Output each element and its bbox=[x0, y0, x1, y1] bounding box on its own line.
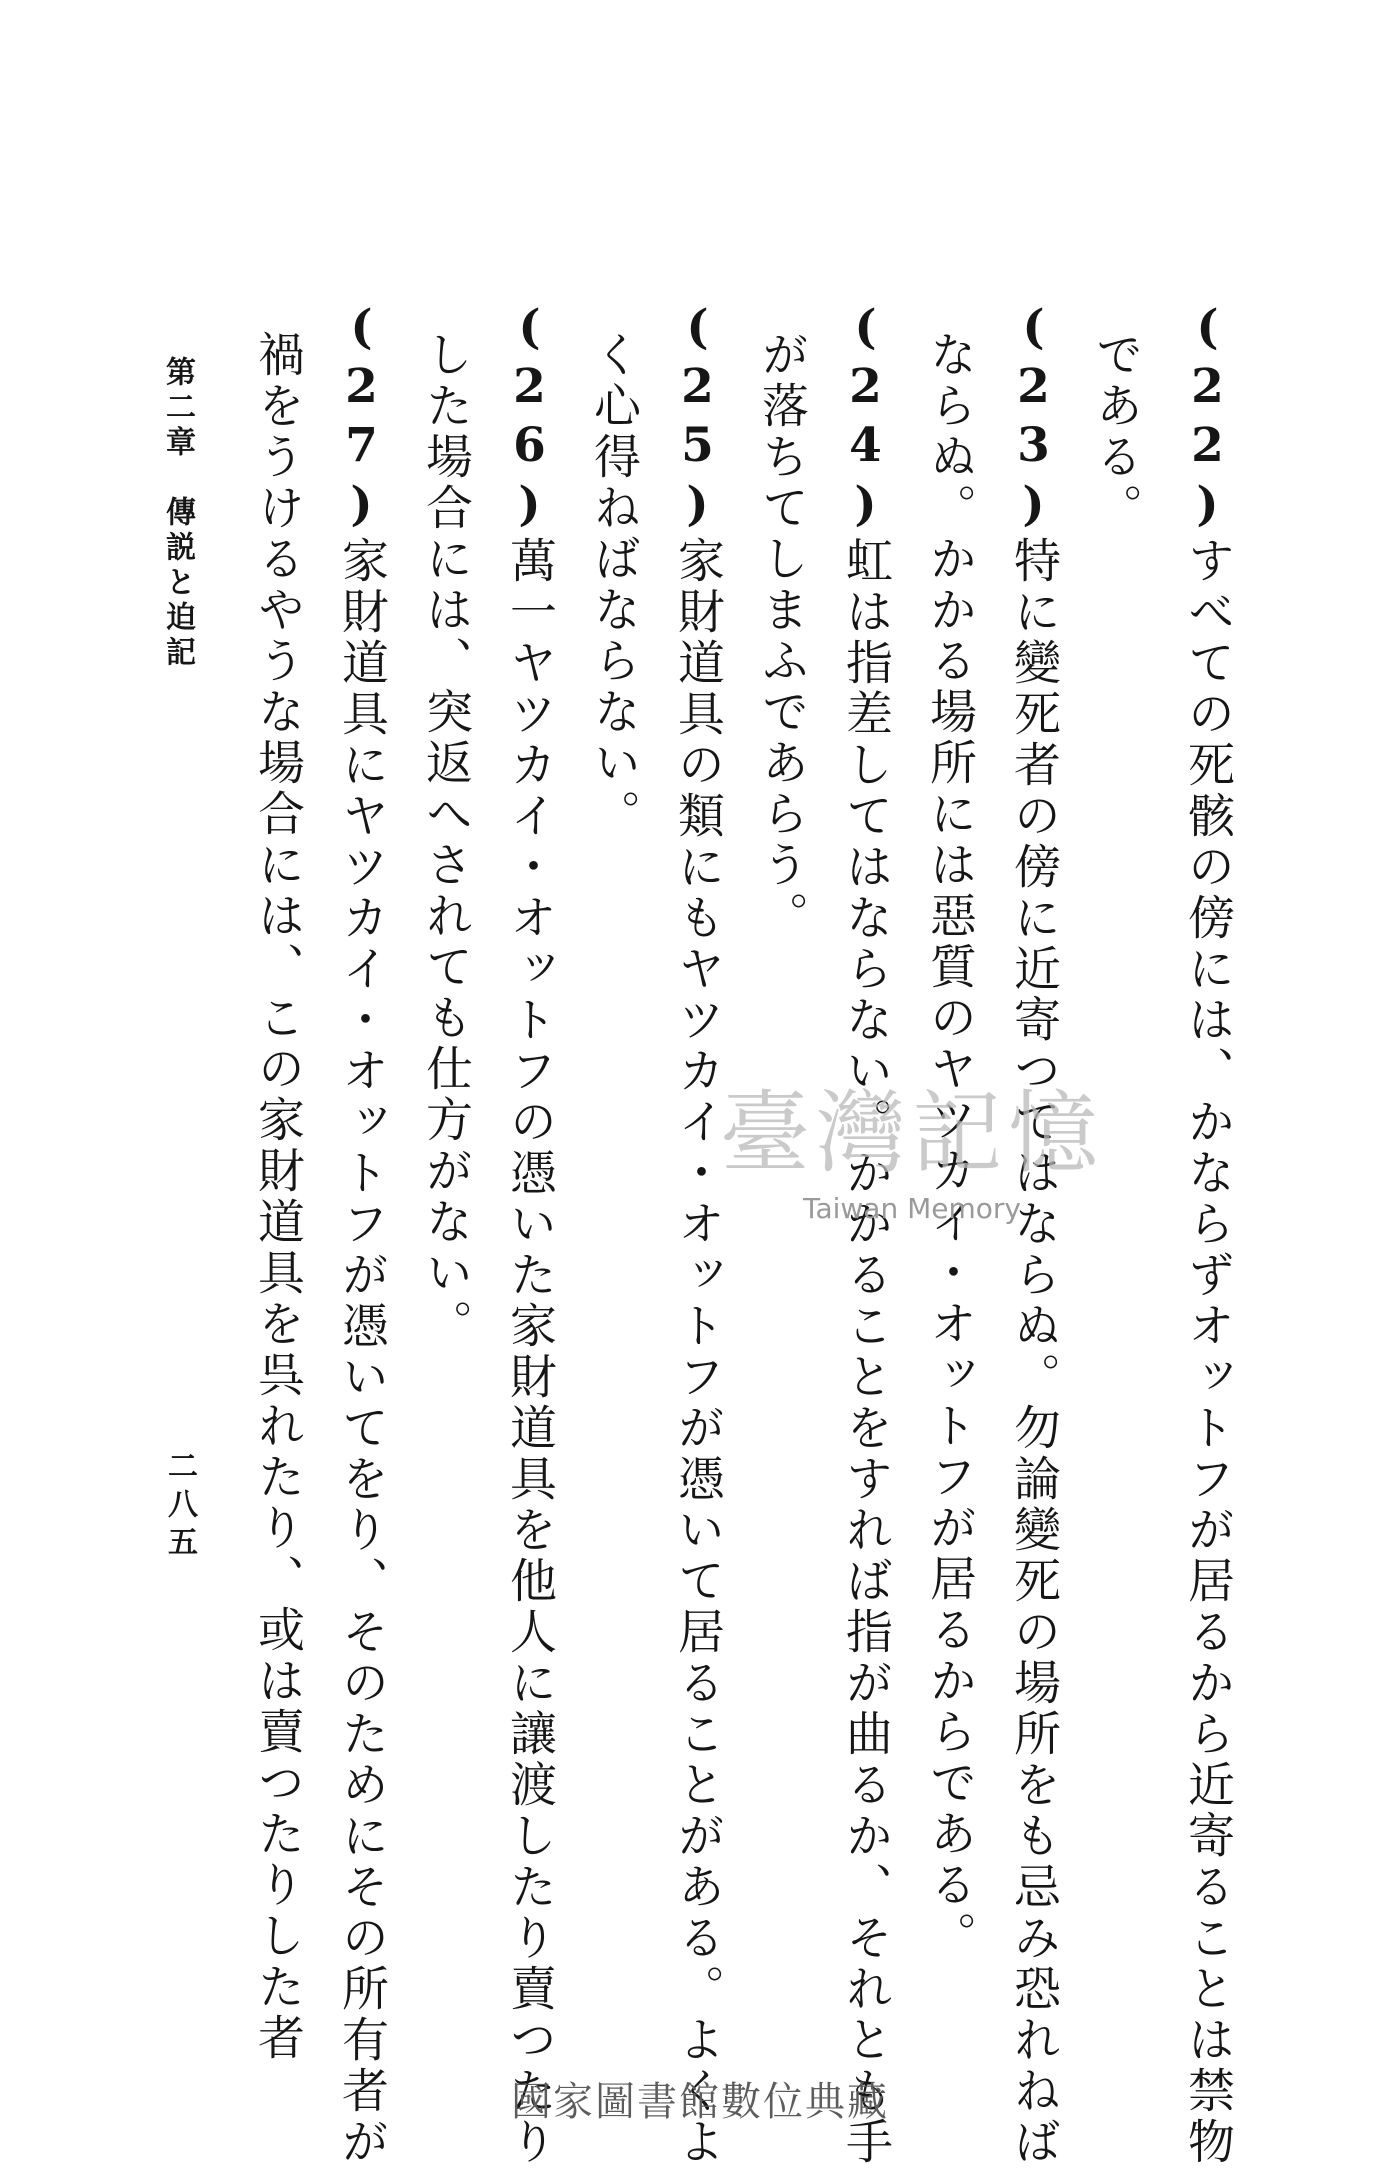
entry-25-line-2: く心得ねばならない。 bbox=[586, 330, 641, 840]
entry-26-line-1 bbox=[502, 300, 557, 2168]
entry-number: (25) bbox=[670, 300, 725, 536]
watermark bbox=[720, 1060, 1104, 1225]
entry-number: (26) bbox=[502, 300, 557, 536]
entry-23-line-1 bbox=[1006, 300, 1061, 2168]
entry-text: 特に變死者の傍に近寄つてはならぬ。勿論變死の場所をも忌み恐れねば bbox=[1006, 536, 1061, 2168]
entry-number: (23) bbox=[1006, 300, 1061, 536]
entry-25-line-1 bbox=[670, 300, 725, 2168]
entry-number: (22) bbox=[1180, 300, 1235, 536]
watermark-chinese: 臺灣記憶 bbox=[720, 1081, 1104, 1186]
entry-24-line-1 bbox=[838, 300, 893, 2168]
watermark-english: Taiwan Memory bbox=[803, 1192, 1021, 1225]
entry-26-line-2: した場合には、突返へされても仕方がない。 bbox=[418, 330, 473, 1350]
running-header: 第二章 傳説と迫記 bbox=[160, 356, 195, 671]
entry-text: 家財道具の類にもヤツカイ・オットフが憑いて居ることがある。よくよ bbox=[670, 536, 725, 2168]
entry-27-line-2: 禍をうけるやうな場合には、この家財道具を呉れたり、或は賣つたりした者 bbox=[250, 330, 305, 2064]
entry-23-line-2: ならぬ。かかる場所には惡質のヤツカイ・オットフが居るからである。 bbox=[922, 330, 977, 1962]
entry-number: (27) bbox=[334, 300, 389, 536]
entry-27-line-1 bbox=[334, 300, 389, 2168]
entry-text: すべての死骸の傍には、かならずオットフが居るから近寄ることは禁物 bbox=[1180, 536, 1235, 2168]
library-footer: 國家圖書館數位典藏 bbox=[511, 2079, 889, 2125]
entry-22-line-1 bbox=[1180, 300, 1235, 2168]
entry-text: 萬一ヤツカイ・オットフの憑いた家財道具を他人に讓渡したり賣つたり bbox=[502, 536, 557, 2168]
page-number: 二八五 bbox=[162, 1450, 197, 1564]
entry-24-line-2: が落ちてしまふであらう。 bbox=[754, 330, 809, 942]
entry-22-line-2: である。 bbox=[1088, 330, 1143, 534]
entry-text: 家財道具にヤツカイ・オットフが憑いてをり、そのためにその所有者が bbox=[334, 536, 389, 2168]
entry-text: 虹は指差してはならない。かかることをすれば指が曲るか、それとも手 bbox=[838, 536, 893, 2168]
entry-number: (24) bbox=[838, 300, 893, 536]
